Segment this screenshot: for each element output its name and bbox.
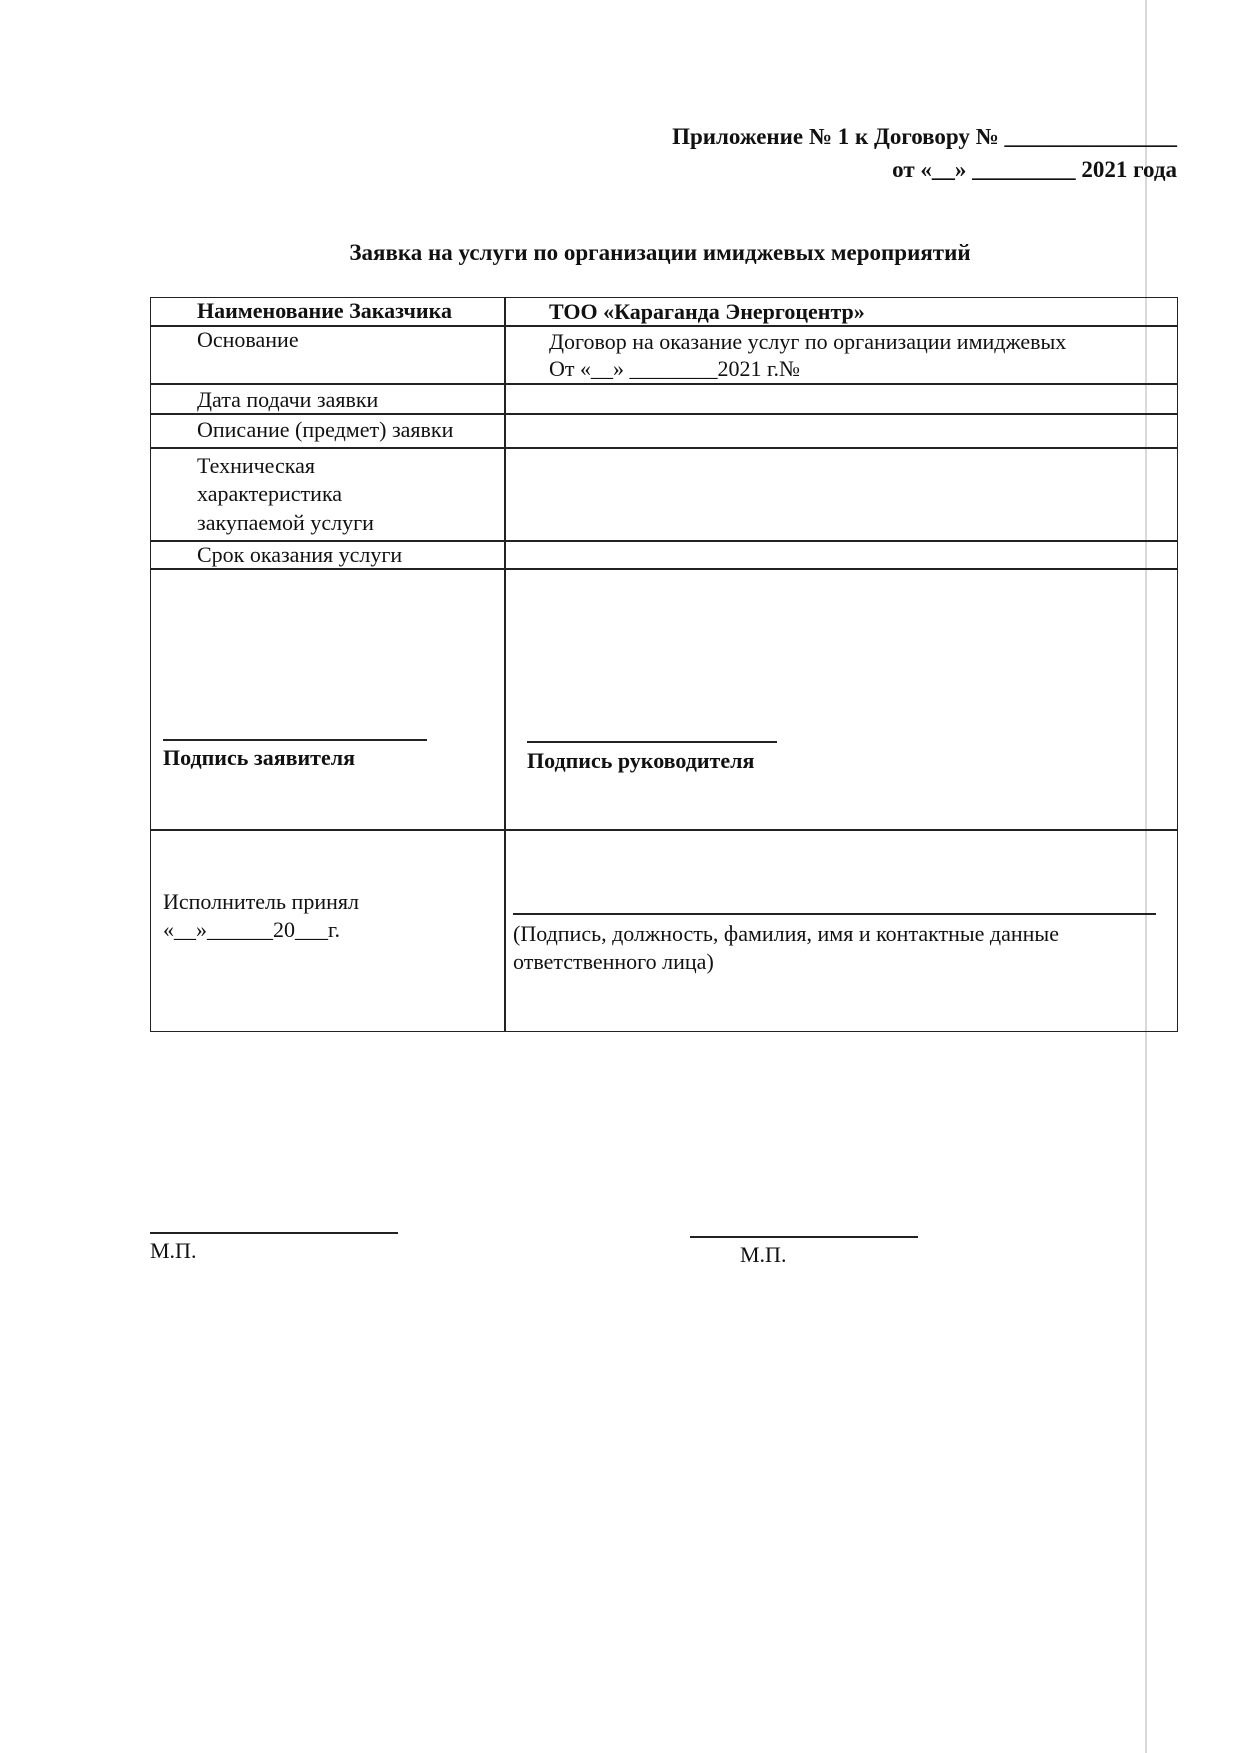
tech-spec-label-line3: закупаемой услуги: [197, 510, 374, 535]
manager-signature-label: Подпись руководителя: [527, 748, 755, 773]
responsible-caption-line2: ответственного лица): [513, 949, 714, 974]
document-title: Заявка на услуги по организации имиджевых мероприятий: [349, 240, 971, 265]
applicant-signature-label: Подпись заявителя: [163, 745, 355, 770]
manager-signature-line: [527, 741, 777, 743]
row-divider: [151, 447, 1177, 449]
column-divider: [504, 298, 506, 1031]
appendix-header: Приложение № 1 к Договору № _______________: [672, 124, 1177, 149]
request-subject-label: Описание (предмет) заявки: [197, 417, 454, 442]
executor-accepted-date: «__»______20___г.: [163, 917, 341, 942]
responsible-caption-line1: (Подпись, должность, фамилия, имя и контактные данные: [513, 921, 1059, 946]
row-divider: [151, 383, 1177, 385]
customer-name-value: ТОО «Караганда Энергоцентр»: [549, 299, 865, 324]
tech-spec-label-line2: характеристика: [197, 481, 343, 506]
left-stamp-label: М.П.: [150, 1238, 197, 1263]
tech-spec-label-line1: Техническая: [197, 453, 316, 478]
customer-name-label: Наименование Заказчика: [197, 298, 452, 323]
basis-label: Основание: [197, 327, 299, 352]
request-table: [150, 297, 1178, 1032]
left-stamp-line: [150, 1232, 398, 1234]
basis-value-line2: От «__» ________2021 г.№: [549, 356, 801, 381]
executor-accepted-label: Исполнитель принял: [163, 889, 359, 914]
service-term-label: Срок оказания услуги: [197, 542, 403, 567]
right-stamp-label: М.П.: [740, 1242, 787, 1267]
basis-value-line1: Договор на оказание услуг по организации имиджевых: [549, 329, 1067, 354]
appendix-date: от «__» _________ 2021 года: [892, 157, 1177, 182]
right-stamp-line: [690, 1236, 918, 1238]
row-divider: [151, 829, 1177, 831]
responsible-signature-line: [513, 913, 1156, 915]
applicant-signature-line: [163, 739, 427, 741]
request-date-label: Дата подачи заявки: [197, 387, 379, 412]
